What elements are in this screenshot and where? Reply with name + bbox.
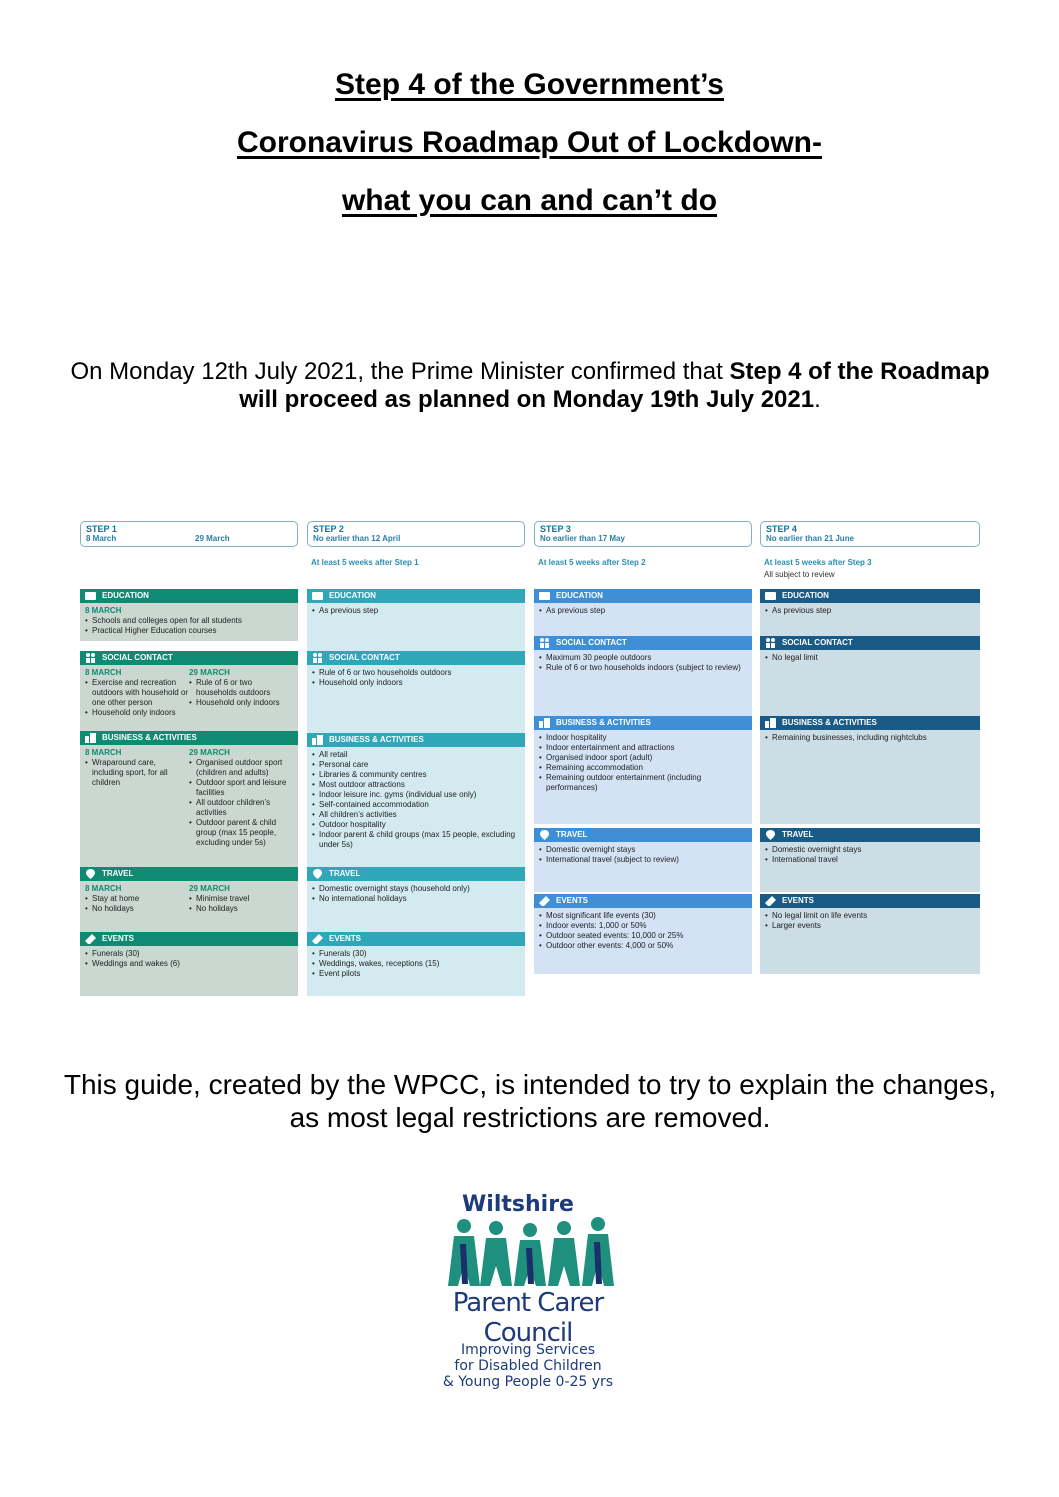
step-1-date: 8 March: [86, 534, 117, 543]
list-item: • Domestic overnight stays: [546, 845, 747, 855]
step-3-travel: [534, 828, 752, 892]
list-item: • Larger events: [772, 921, 975, 931]
intro-bold: Step 4 of the Roadmap will proceed as planned on Monday 19th July 2021: [239, 358, 990, 413]
logo-top-text: Wiltshire: [462, 1192, 574, 1217]
page-title: [0, 68, 1059, 242]
list-item: • Practical Higher Education courses: [92, 626, 293, 636]
list-item: • Domestic overnight stays: [772, 845, 975, 855]
list-item: • Indoor entertainment and attractions: [546, 743, 747, 753]
book-icon: [765, 591, 776, 601]
list-item: • No legal limit on life events: [772, 911, 975, 921]
step-3-column: [534, 521, 752, 950]
logo-sub-line: for Disabled Children: [454, 1358, 602, 1374]
social-header: SOCIAL CONTACT: [307, 651, 525, 665]
education-sub: 8 MARCH: [85, 606, 122, 615]
step-4-social-contact: [760, 636, 980, 716]
people-icon: [765, 638, 776, 648]
list-item: • Exercise and recreation outdoors with household or one other person: [92, 678, 189, 708]
business-header: BUSINESS & ACTIVITIES: [80, 731, 298, 745]
intro-paragraph: [60, 358, 1000, 414]
social-header: SOCIAL CONTACT: [534, 636, 752, 650]
list-item: • Remaining outdoor entertainment (including performances): [546, 773, 747, 793]
step-4-header: [760, 521, 980, 547]
education-header: EDUCATION: [534, 589, 752, 603]
step-1-social-contact: [80, 651, 298, 731]
people-chain-icon: [446, 1216, 616, 1288]
travel-header: TRAVEL: [307, 867, 525, 881]
step-1-events: [80, 932, 298, 996]
book-icon: [85, 591, 96, 601]
people-icon: [312, 653, 323, 663]
list-item: • International travel (subject to review): [546, 855, 747, 865]
events-header: EVENTS: [760, 894, 980, 908]
step-2-header: [307, 521, 525, 547]
step-3-after: At least 5 weeks after Step 2: [538, 558, 646, 567]
list-item: • No legal limit: [772, 653, 975, 663]
list-item: • Wraparound care, including sport, for all children: [92, 758, 189, 788]
list-item: • Domestic overnight stays (household only): [319, 884, 520, 894]
step-1-label: STEP 1: [86, 524, 117, 534]
step-1-header: [80, 521, 298, 547]
intro-end: .: [814, 386, 821, 413]
logo-subtitle: [418, 1342, 638, 1390]
step-4-education: [760, 589, 980, 637]
step-4-label: STEP 4: [766, 524, 797, 534]
list-item: • All retail: [319, 750, 520, 760]
list-item: • Schools and colleges open for all students: [92, 616, 293, 626]
list-item: • No international holidays: [319, 894, 520, 904]
step-4-date: No earlier than 21 June: [766, 534, 855, 543]
closing-paragraph: This guide, created by the WPCC, is intended to try to explain the changes, as most legal restrictions are removed.: [63, 1069, 997, 1133]
step-2-events: [307, 932, 525, 996]
list-item: • Outdoor seated events: 10,000 or 25%: [546, 931, 747, 941]
list-item: • International travel: [772, 855, 975, 865]
list-item: • Outdoor parent & child group (max 15 people, excluding under 5s): [196, 818, 293, 848]
travel-header: TRAVEL: [534, 828, 752, 842]
list-item: • Household only indoors: [92, 708, 293, 718]
education-header: EDUCATION: [307, 589, 525, 603]
location-pin-icon: [765, 830, 776, 840]
step-3-date: No earlier than 17 May: [540, 534, 625, 543]
logo-sub-line: Improving Services: [460, 1342, 596, 1358]
travel-sub-a: 8 MARCH: [85, 884, 122, 893]
education-header: EDUCATION: [760, 589, 980, 603]
list-item: • Self-contained accommodation: [319, 800, 520, 810]
buildings-icon: [765, 718, 776, 728]
list-item: • All children’s activities: [319, 810, 520, 820]
list-item: • Remaining accommodation: [546, 763, 747, 773]
list-item: • Outdoor sport and leisure facilities: [196, 778, 293, 798]
business-sub-b: 29 MARCH: [189, 748, 230, 757]
list-item: • Outdoor other events: 4,000 or 50%: [546, 941, 747, 951]
step-4-after: At least 5 weeks after Step 3: [764, 558, 872, 567]
business-sub-a: 8 MARCH: [85, 748, 122, 757]
step-2-social-contact: [307, 651, 525, 733]
list-item: • Outdoor hospitality: [319, 820, 520, 830]
business-header: BUSINESS & ACTIVITIES: [534, 716, 752, 730]
social-header: SOCIAL CONTACT: [760, 636, 980, 650]
step-4-travel: [760, 828, 980, 892]
list-item: • Funerals (30): [92, 949, 293, 959]
step-3-business: [534, 716, 752, 824]
list-item: • Minimise travel: [196, 894, 293, 904]
list-item: • Organised indoor sport (adult): [546, 753, 747, 763]
list-item: • Event pilots: [319, 969, 520, 979]
list-item: • Rule of 6 or two households indoors (subject to review): [546, 663, 747, 673]
title-line-3: what you can and can’t do: [341, 184, 718, 217]
ticket-icon: [312, 934, 323, 944]
step-2-travel: [307, 867, 525, 933]
list-item: • Household only indoors: [319, 678, 520, 688]
step-4-events: [760, 894, 980, 974]
step-3-social-contact: [534, 636, 752, 716]
book-icon: [312, 591, 323, 601]
step-2-column: [307, 521, 525, 978]
step-1-column: [80, 521, 298, 968]
list-item: • As previous step: [319, 606, 520, 616]
list-item: • No holidays: [196, 904, 293, 914]
travel-sub-b: 29 MARCH: [189, 884, 230, 893]
education-header: EDUCATION: [80, 589, 298, 603]
step-2-business: [307, 733, 525, 869]
social-sub-b: 29 MARCH: [189, 668, 230, 677]
social-sub-a: 8 MARCH: [85, 668, 122, 677]
step-2-label: STEP 2: [313, 524, 344, 534]
roadmap-graphic: [80, 521, 980, 991]
travel-header: TRAVEL: [760, 828, 980, 842]
ticket-icon: [539, 896, 550, 906]
location-pin-icon: [539, 830, 550, 840]
step-2-date: No earlier than 12 April: [313, 534, 401, 543]
ticket-icon: [85, 934, 96, 944]
step-1-business: [80, 731, 298, 869]
list-item: • All outdoor children’s activities: [196, 798, 293, 818]
buildings-icon: [312, 735, 323, 745]
list-item: • Indoor parent & child groups (max 15 people, excluding under 5s): [319, 830, 520, 850]
social-header: SOCIAL CONTACT: [80, 651, 298, 665]
list-item: • Remaining businesses, including nightclubs: [772, 733, 975, 743]
people-icon: [539, 638, 550, 648]
events-header: EVENTS: [534, 894, 752, 908]
step-1-travel: [80, 867, 298, 933]
location-pin-icon: [85, 869, 96, 879]
travel-header: TRAVEL: [80, 867, 298, 881]
list-item: • Stay at home: [92, 894, 189, 904]
events-header: EVENTS: [80, 932, 298, 946]
business-header: BUSINESS & ACTIVITIES: [760, 716, 980, 730]
step-2-after: At least 5 weeks after Step 1: [311, 558, 419, 567]
step-4-business: [760, 716, 980, 824]
list-item: • Libraries & community centres: [319, 770, 520, 780]
list-item: • Maximum 30 people outdoors: [546, 653, 747, 663]
title-line-1: Step 4 of the Government’s: [335, 68, 724, 101]
ticket-icon: [765, 896, 776, 906]
list-item: • Weddings and wakes (6): [92, 959, 293, 969]
step-2-education: [307, 589, 525, 651]
events-header: EVENTS: [307, 932, 525, 946]
list-item: • No holidays: [92, 904, 189, 914]
buildings-icon: [85, 733, 96, 743]
step-3-label: STEP 3: [540, 524, 571, 534]
list-item: • Indoor events: 1,000 or 50%: [546, 921, 747, 931]
list-item: • Funerals (30): [319, 949, 520, 959]
list-item: • Indoor leisure inc. gyms (individual use only): [319, 790, 520, 800]
list-item: • As previous step: [546, 606, 747, 616]
list-item: • Most significant life events (30): [546, 911, 747, 921]
step-4-column: [760, 521, 980, 930]
step-4-review: All subject to review: [764, 570, 835, 579]
list-item: • Organised outdoor sport (children and adults): [196, 758, 293, 778]
intro-text: On Monday 12th July 2021, the Prime Minister confirmed that: [70, 358, 730, 385]
step-3-header: [534, 521, 752, 547]
wpcc-logo: [418, 1192, 638, 1422]
list-item: • Rule of 6 or two households outdoors: [319, 668, 520, 678]
buildings-icon: [539, 718, 550, 728]
step-3-events: [534, 894, 752, 974]
step-1-education: [80, 589, 298, 641]
people-icon: [85, 653, 96, 663]
list-item: • Rule of 6 or two households outdoors: [196, 678, 293, 698]
business-header: BUSINESS & ACTIVITIES: [307, 733, 525, 747]
list-item: • Indoor hospitality: [546, 733, 747, 743]
list-item: • Weddings, wakes, receptions (15): [319, 959, 520, 969]
book-icon: [539, 591, 550, 601]
location-pin-icon: [312, 869, 323, 879]
logo-name: Parent Carer Council: [452, 1288, 604, 1348]
list-item: • Most outdoor attractions: [319, 780, 520, 790]
step-3-education: [534, 589, 752, 637]
list-item: • As previous step: [772, 606, 975, 616]
logo-sub-line: & Young People 0-25 yrs: [442, 1374, 614, 1390]
title-line-2: Coronavirus Roadmap Out of Lockdown-: [236, 126, 822, 159]
list-item: • Personal care: [319, 760, 520, 770]
list-item: • Household only indoors: [196, 698, 293, 708]
step-1-date-2: 29 March: [195, 534, 230, 543]
